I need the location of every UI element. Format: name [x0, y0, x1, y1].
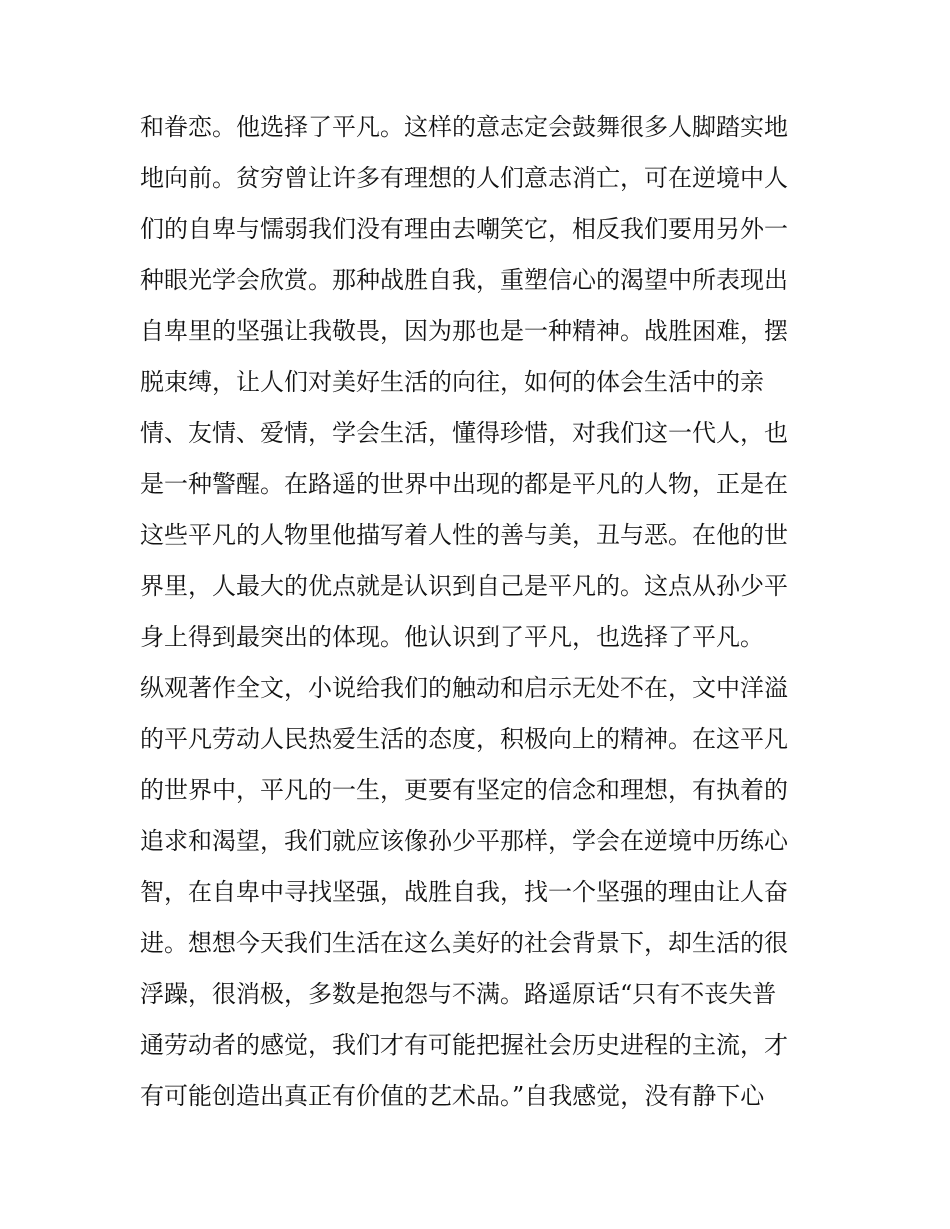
text-line: 有可能创造出真正有价值的艺术品。”自我感觉，没有静下心: [140, 1082, 765, 1110]
text-line: 和眷恋。他选择了平凡。这样的意志定会鼓舞很多人脚踏实地: [140, 113, 788, 141]
text-line: 的世界中，平凡的一生，更要有坚定的信念和理想，有执着的: [140, 776, 788, 804]
text-line: 是一种警醒。在路遥的世界中出现的都是平凡的人物，正是在: [140, 470, 788, 498]
text-line: 情、友情、爱情，学会生活，懂得珍惜，对我们这一代人，也: [140, 419, 788, 447]
text-line: 的平凡劳动人民热爱生活的态度，积极向上的精神。在这平凡: [140, 725, 788, 753]
body-text: [140, 102, 820, 1122]
text-line: 纵观著作全文，小说给我们的触动和启示无处不在，文中洋溢: [140, 674, 788, 702]
text-line: 脱束缚，让人们对美好生活的向往，如何的体会生活中的亲: [140, 368, 764, 396]
text-line: 进。想想今天我们生活在这么美好的社会背景下，却生活的很: [140, 929, 788, 957]
text-line: 身上得到最突出的体现。他认识到了平凡，也选择了平凡。: [140, 623, 764, 651]
text-line: 种眼光学会欣赏。那种战胜自我，重塑信心的渴望中所表现出: [140, 266, 788, 294]
text-line: 通劳动者的感觉，我们才有可能把握社会历史进程的主流，才: [140, 1031, 788, 1059]
text-line: 浮躁，很消极，多数是抱怨与不满。路遥原话“只有不丧失普: [140, 980, 777, 1008]
text-line: 自卑里的坚强让我敬畏，因为那也是一种精神。战胜困难，摆: [140, 317, 788, 345]
text-line: 追求和渴望，我们就应该像孙少平那样，学会在逆境中历练心: [140, 827, 788, 855]
text-line: 们的自卑与懦弱我们没有理由去嘲笑它，相反我们要用另外一: [140, 215, 788, 243]
text-line: 界里，人最大的优点就是认识到自己是平凡的。这点从孙少平: [140, 572, 788, 600]
text-line: 地向前。贫穷曾让许多有理想的人们意志消亡，可在逆境中人: [140, 164, 788, 192]
text-line: 智，在自卑中寻找坚强，战胜自我，找一个坚强的理由让人奋: [140, 878, 788, 906]
text-line: 这些平凡的人物里他描写着人性的善与美，丑与恶。在他的世: [140, 521, 788, 549]
